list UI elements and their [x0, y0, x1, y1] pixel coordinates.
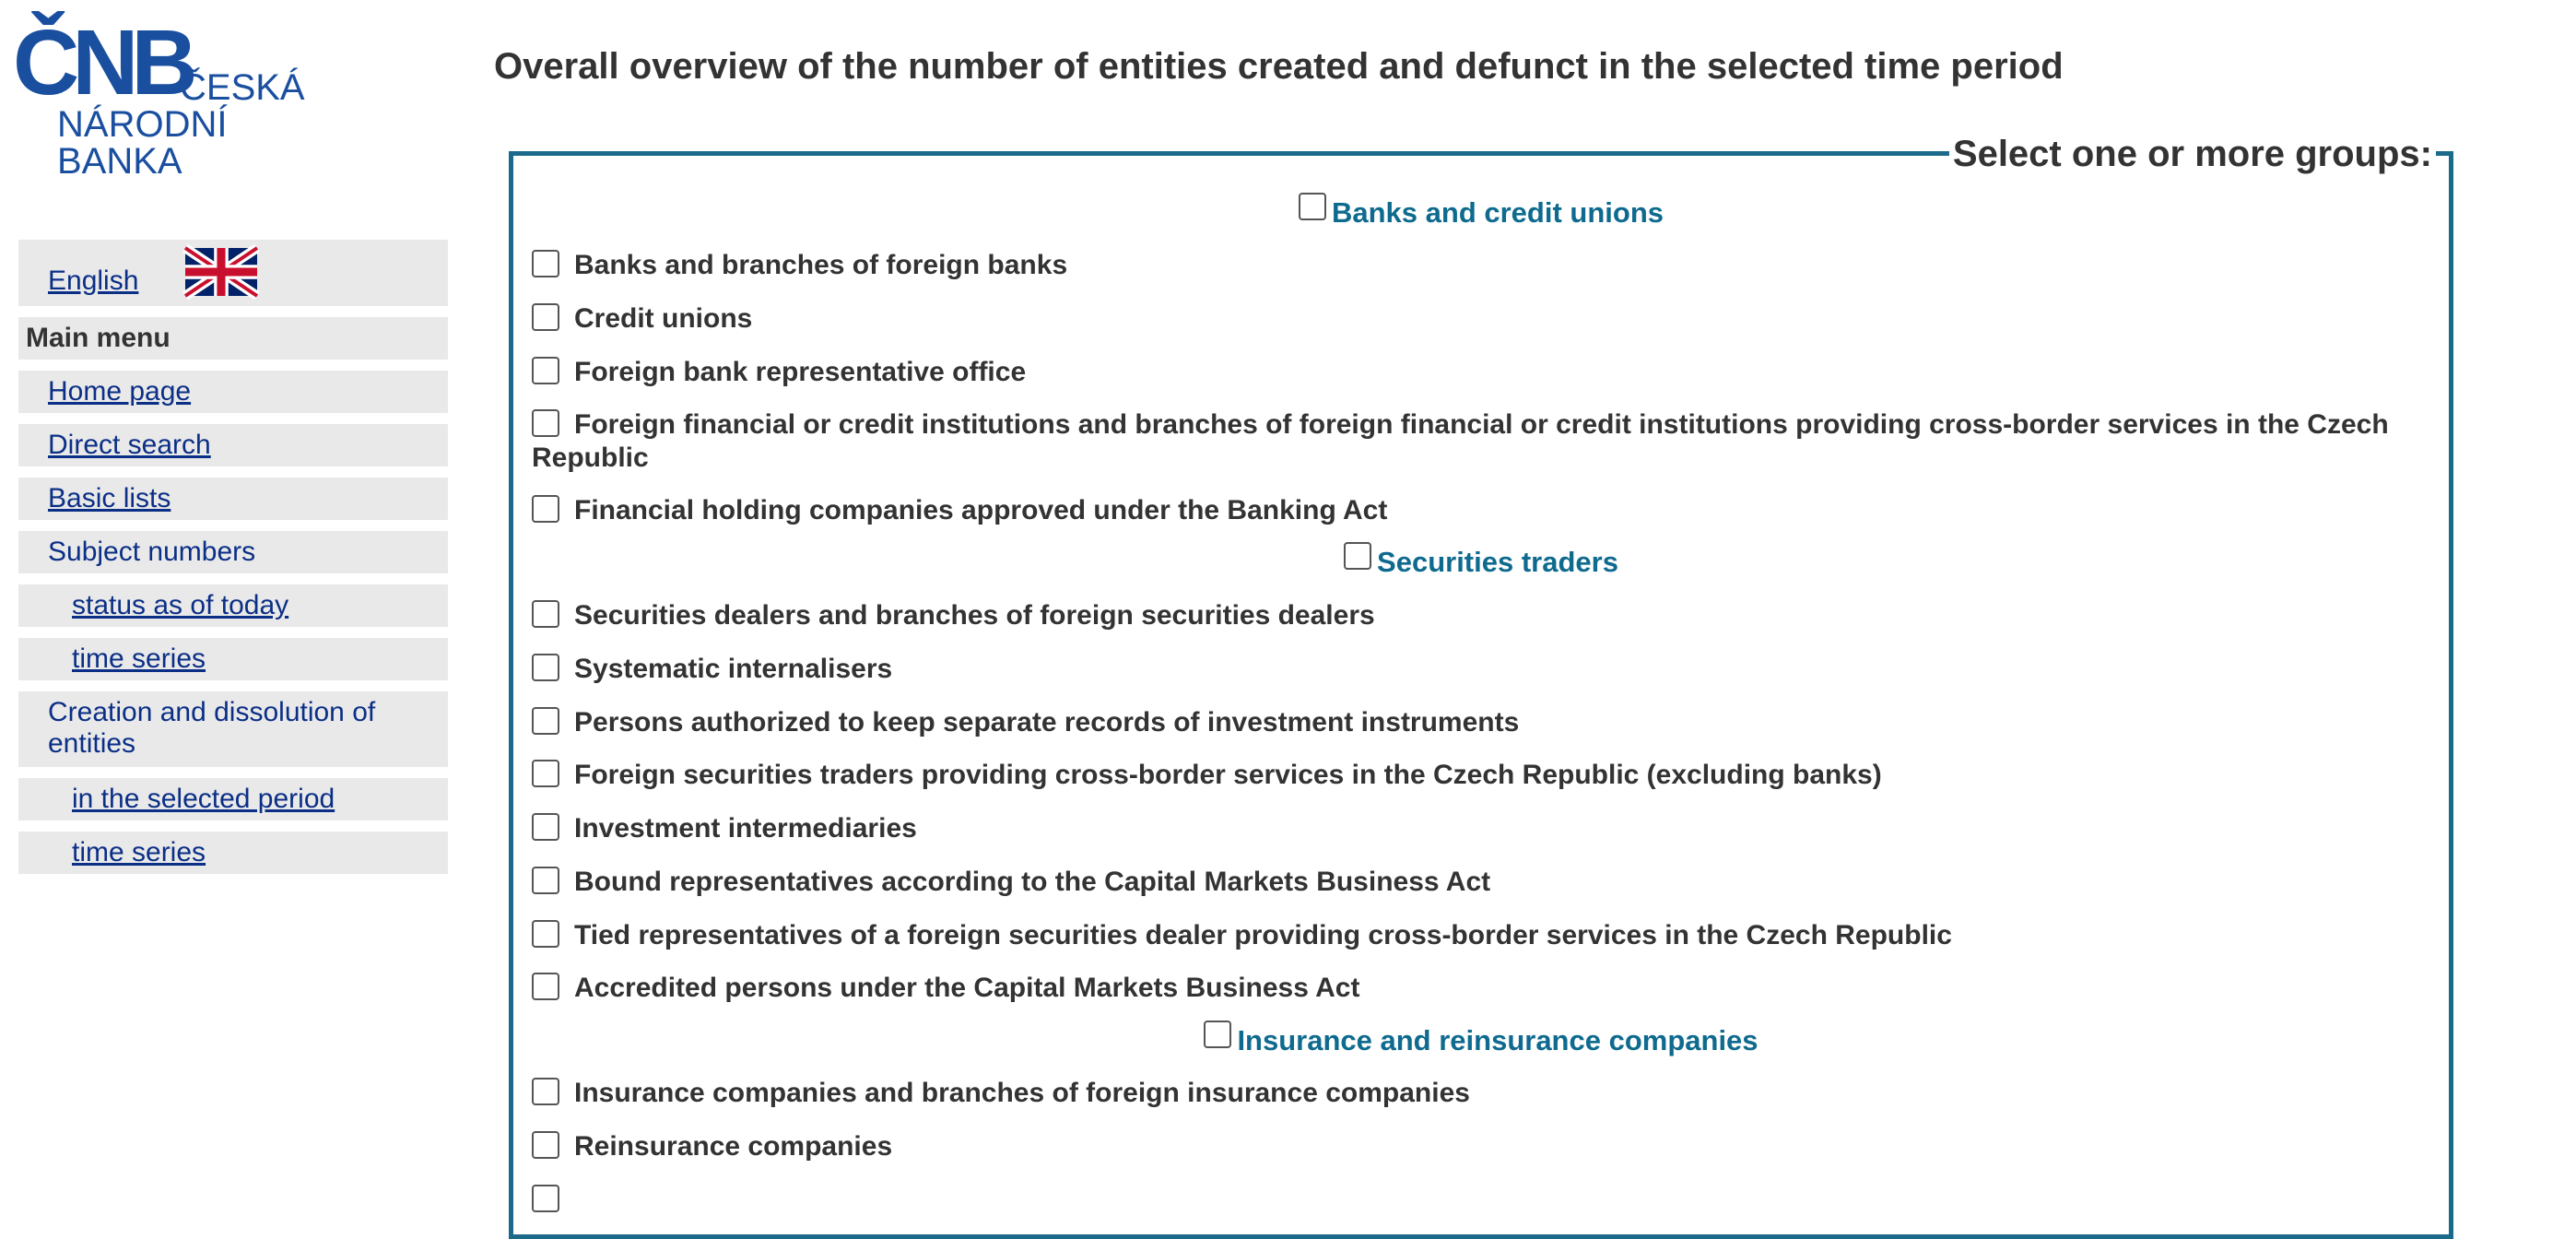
group-label: Insurance and reinsurance companies	[1237, 1024, 1759, 1056]
checkbox-label[interactable]: Financial holding companies approved under the Banking Act	[574, 495, 1388, 525]
checkbox-row[interactable]	[532, 655, 2412, 689]
group-heading-banks-and-credit-unions	[513, 196, 2449, 230]
cnb-logo[interactable]	[13, 11, 305, 188]
checkbox-row[interactable]	[532, 411, 2412, 478]
sidebar-item-in-the-selected-period[interactable]	[18, 778, 448, 820]
checkbox[interactable]	[532, 303, 559, 331]
checkbox-label[interactable]: Securities dealers and branches of foreign securities dealers	[574, 600, 1375, 631]
checkbox-row[interactable]	[532, 602, 2412, 635]
checkbox-row[interactable]	[532, 252, 2412, 285]
group-checkbox-insurance-and-reinsurance[interactable]	[1204, 1021, 1231, 1048]
checkbox-label[interactable]: Investment intermediaries	[574, 813, 917, 844]
checkbox-row[interactable]	[532, 497, 2412, 530]
checkbox-label[interactable]: Insurance companies and branches of foreign insurance companies	[574, 1078, 1470, 1108]
checkbox-row[interactable]	[532, 922, 2412, 955]
checkbox[interactable]	[532, 495, 559, 523]
checkbox-row[interactable]	[532, 359, 2412, 392]
group-selection-fieldset	[509, 134, 2453, 1239]
checkbox-row[interactable]	[532, 709, 2412, 742]
checkbox[interactable]	[532, 600, 559, 628]
checkbox-label[interactable]: Tied representatives of a foreign securities dealer providing cross-border services in the Czech Republic	[574, 920, 1952, 950]
checkbox[interactable]	[532, 1078, 559, 1105]
checkbox-row[interactable]	[532, 815, 2412, 848]
sidebar-item-label: Creation and dissolution of entities	[48, 697, 376, 759]
checkbox-label[interactable]: Banks and branches of foreign banks	[574, 250, 1068, 280]
checkbox-label[interactable]: Credit unions	[574, 303, 753, 334]
language-switcher	[18, 240, 448, 306]
checkbox-row[interactable]	[532, 1186, 2412, 1220]
sidebar-item-label[interactable]: Home page	[48, 376, 192, 407]
group-checkbox-securities-traders[interactable]	[1344, 542, 1371, 570]
checkbox[interactable]	[532, 1185, 559, 1212]
checkbox-label[interactable]: Bound representatives according to the Capital Markets Business Act	[574, 867, 1491, 897]
sidebar-item-creation-and-dissolution	[18, 691, 448, 767]
logo-name-line-2: NÁRODNÍ	[57, 104, 228, 145]
page-title: Overall overview of the number of entities created and defunct in the selected time period	[494, 46, 2064, 87]
sidebar-item-subject-numbers-time-series[interactable]	[18, 638, 448, 680]
checkbox-label[interactable]: Foreign financial or credit institutions and branches of foreign financial or credit institutions providing cross-border services in the Czech Republic	[532, 409, 2389, 473]
checkbox-row[interactable]	[532, 761, 2412, 795]
checkbox[interactable]	[532, 920, 559, 948]
checkbox-label[interactable]: Foreign securities traders providing cross-border services in the Czech Republic (excluding banks)	[574, 760, 1882, 790]
checkbox-row[interactable]	[532, 974, 2412, 1008]
sidebar-item-creation-time-series[interactable]	[18, 832, 448, 874]
checkbox-label[interactable]: Accredited persons under the Capital Markets Business Act	[574, 973, 1360, 1003]
checkbox[interactable]	[532, 707, 559, 735]
checkbox-label[interactable]: Reinsurance companies	[574, 1131, 893, 1162]
main-menu-title: Main menu	[18, 317, 448, 360]
checkbox-row[interactable]	[532, 868, 2412, 902]
sidebar-item-label[interactable]: in the selected period	[72, 784, 335, 814]
group-heading-securities-traders	[513, 546, 2449, 579]
checkbox[interactable]	[532, 813, 559, 841]
sidebar-item-label[interactable]: time series	[72, 643, 206, 674]
checkbox-row[interactable]	[532, 1080, 2412, 1113]
group-selection-legend: Select one or more groups:	[1949, 134, 2436, 174]
sidebar-item-home-page[interactable]	[18, 371, 448, 413]
language-link-english[interactable]: English	[48, 266, 139, 296]
checkbox-label[interactable]: Systematic internalisers	[574, 654, 893, 684]
checkbox[interactable]	[532, 357, 559, 384]
sidebar-item-label[interactable]: time series	[72, 837, 206, 867]
sidebar-item-label[interactable]: status as of today	[72, 590, 289, 620]
group-label: Securities traders	[1377, 546, 1618, 578]
uk-flag-icon[interactable]	[185, 248, 257, 296]
checkbox-row[interactable]	[532, 1133, 2412, 1166]
checkbox-label[interactable]: Persons authorized to keep separate records of investment instruments	[574, 707, 1520, 738]
checkbox[interactable]	[532, 250, 559, 277]
sidebar-item-status-as-of-today[interactable]	[18, 584, 448, 627]
group-checkbox-banks-and-credit-unions[interactable]	[1299, 193, 1326, 220]
sidebar	[18, 240, 448, 885]
sidebar-item-direct-search[interactable]	[18, 424, 448, 466]
checkbox[interactable]	[532, 654, 559, 681]
sidebar-item-label[interactable]: Direct search	[48, 430, 211, 460]
group-label: Banks and credit unions	[1331, 196, 1664, 229]
checkbox[interactable]	[532, 409, 559, 437]
logo-name-line-1: ČESKÁ	[180, 67, 305, 108]
checkbox[interactable]	[532, 760, 559, 787]
checkbox[interactable]	[532, 1131, 559, 1159]
logo-name-line-3: BANKA	[57, 141, 182, 182]
checkbox-row[interactable]	[532, 305, 2412, 338]
logo-monogram: ČNB	[13, 11, 191, 114]
checkbox-label[interactable]: Foreign bank representative office	[574, 357, 1027, 387]
sidebar-item-label: Subject numbers	[48, 537, 256, 567]
sidebar-item-subject-numbers	[18, 531, 448, 573]
checkbox[interactable]	[532, 973, 559, 1000]
cnb-logo-graphic	[13, 11, 305, 188]
sidebar-item-basic-lists[interactable]	[18, 478, 448, 520]
group-heading-insurance-and-reinsurance	[513, 1024, 2449, 1057]
checkbox[interactable]	[532, 867, 559, 894]
sidebar-item-label[interactable]: Basic lists	[48, 483, 171, 513]
